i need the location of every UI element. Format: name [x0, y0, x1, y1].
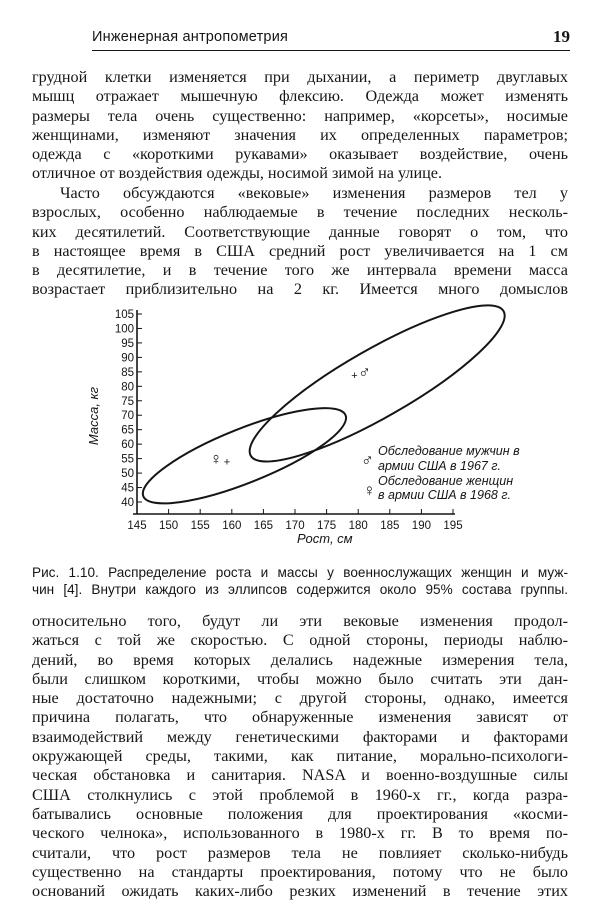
y-tick-label: 105	[114, 309, 134, 321]
legend-male-line1: Обследование мужчин в	[378, 444, 520, 458]
text-line: считали, что рост размеров тела не повлияет сколько-нибудь	[32, 843, 568, 862]
x-axis-label: Рост, см	[297, 531, 353, 546]
y-tick-label: 100	[114, 323, 134, 336]
x-tick-label: 195	[443, 520, 463, 532]
x-tick-label: 155	[190, 520, 210, 532]
y-tick-label: 75	[121, 395, 134, 408]
figure-1-10	[0, 304, 600, 562]
x-tick-label: 175	[317, 520, 337, 532]
figure-caption	[32, 564, 568, 598]
y-tick-label: 50	[121, 468, 134, 481]
text-line: в настоящее время в США средний рост увеличивается на 1 см	[32, 241, 568, 260]
y-tick-label: 70	[121, 410, 134, 423]
female-mean-symbol: ♀	[209, 449, 223, 469]
x-tick-label: 170	[285, 520, 305, 532]
page-number: 19	[553, 27, 570, 46]
caption-line: Рис. 1.10. Распределение роста и массы у военнослужащих женщин и муж-	[32, 565, 568, 580]
x-tick-label: 180	[348, 520, 368, 532]
text-line: женщинами, изменяют значения их определенных параметров;	[32, 125, 568, 144]
text-line: ческая обстановка и санитария. NASA и военно-воздушные силы	[32, 766, 568, 785]
chart-legend	[361, 444, 520, 502]
legend-male-line2: армии США в 1967 г.	[378, 459, 501, 473]
legend-female-line1: Обследование женщин	[378, 474, 514, 488]
text-line: размеры тела очень существенно: например, «корсеты», носимые	[32, 106, 568, 125]
x-tick-label: 160	[222, 520, 242, 532]
text-line: мышц отражает мышечную флексию. Одежда может изменять	[32, 87, 568, 106]
legend-female-line2: в армии США в 1968 г.	[378, 488, 511, 502]
paragraph-3	[32, 612, 568, 901]
x-tick-label: 150	[159, 520, 179, 532]
text-line: оснований ожидать каких-либо резких изменений в течение этих	[32, 882, 568, 901]
height-weight-chart	[0, 304, 600, 562]
text-line: ные достаточно надежными; с другой стороны, однако, имеется	[32, 689, 568, 708]
x-ticks	[127, 509, 462, 532]
text-line: грудной клетки изменяется при дыхании, а периметр двуглавых	[32, 68, 568, 86]
legend-male-symbol: ♂	[361, 451, 374, 470]
y-tick-label: 60	[121, 439, 134, 452]
legend-female-symbol: ♀	[363, 481, 376, 500]
text-line: ких десятилетий. Соответствующие данные говорят о том, что	[32, 222, 568, 241]
text-line: в десятилетие, и в течение того же интервала времени масса	[32, 261, 568, 280]
male-mean-marker: +	[351, 369, 358, 382]
text-line: окружающей среды, такими, как питание, морально-психологи-	[32, 747, 568, 766]
female-ellipse	[133, 390, 355, 521]
text-line: одежда с «короткими рукавами» оказывает воздействие, очень	[32, 145, 568, 164]
y-tick-label: 95	[121, 337, 134, 350]
y-tick-label: 45	[121, 482, 134, 495]
y-tick-label: 90	[121, 352, 134, 365]
y-tick-label: 80	[121, 381, 134, 394]
text-line: жаться с той же скоростью. С одной стороны, периоды наблю-	[32, 631, 568, 650]
text-line: существенно на стандарты проектирования, потому что не было	[32, 862, 568, 881]
text-line: были слишком короткими, чтобы можно было считать эти дан-	[32, 669, 568, 688]
x-tick-label: 190	[411, 520, 431, 532]
text-line: США столкнулись с этой проблемой в 1960-х гг., когда разра-	[32, 785, 568, 804]
text-line: относительно того, будут ли эти вековые изменения продол-	[32, 612, 568, 630]
male-mean-symbol: ♂	[358, 362, 371, 382]
paragraph-1	[32, 68, 568, 184]
y-tick-label: 85	[121, 366, 134, 379]
caption-line: чин [4]. Внутри каждого из эллипсов содержится около 95% состава группы.	[32, 582, 568, 597]
running-title: Инженерная антропометрия	[92, 29, 289, 45]
y-ticks	[115, 309, 142, 509]
text-line: дений, во время которых делались надежные измерения тела,	[32, 650, 568, 669]
x-tick-label: 145	[127, 520, 147, 532]
text-line: возрастает приблизительно на 2 кг. Имеется много домыслов	[32, 280, 568, 299]
paragraph-2	[32, 184, 568, 300]
text-line: Часто обсуждаются «вековые» изменения размеров тел у	[60, 184, 568, 202]
text-line: отличное от воздействия одежды, носимой зимой на улице.	[32, 164, 442, 183]
text-line: батывались основные положения для проектирования «косми-	[32, 804, 568, 823]
text-line: ческого челнока», использованного в 1980-х гг. В то время по-	[32, 824, 568, 843]
text-line: причина полагать, что обнаруженные изменения зависят от	[32, 708, 568, 727]
female-mean-marker: +	[223, 456, 231, 469]
y-tick-label: 40	[121, 497, 134, 509]
y-axis-label: Масса, кг	[86, 386, 101, 446]
text-line: взрослых, особенно наблюдаемые в течение последних несколь-	[32, 203, 568, 222]
y-tick-label: 65	[121, 424, 134, 437]
x-tick-label: 165	[253, 520, 273, 532]
text-line: взаимодействий между генетическими факторами и факторами	[32, 727, 568, 746]
y-tick-label: 55	[121, 453, 134, 466]
x-tick-label: 185	[380, 520, 400, 532]
running-header	[92, 26, 570, 51]
